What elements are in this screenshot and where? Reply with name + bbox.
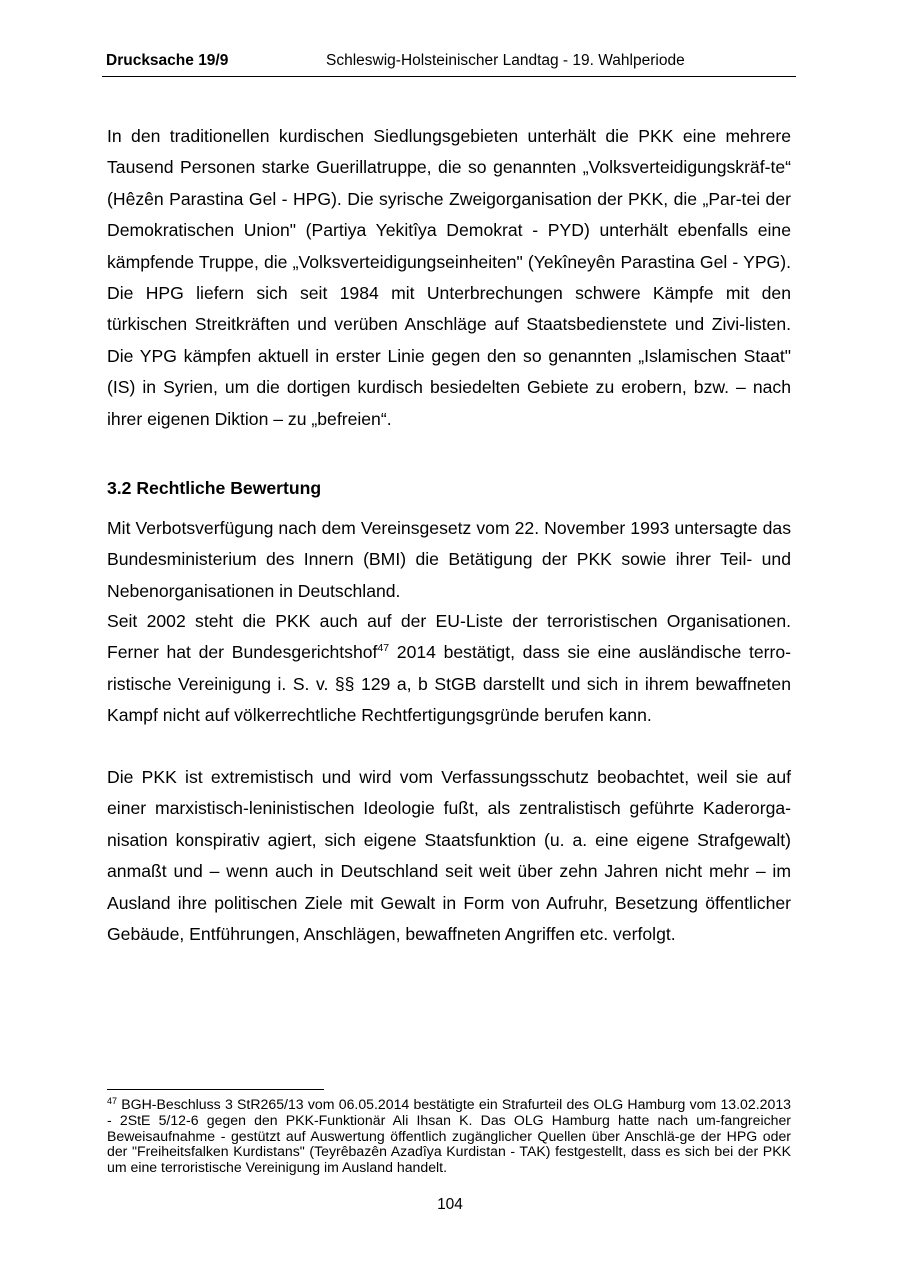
footnote-reference[interactable]: 47 xyxy=(377,642,390,655)
page-header xyxy=(102,52,796,77)
document-number: Drucksache 19/9 xyxy=(106,52,229,69)
footnote-divider xyxy=(107,1089,324,1090)
parliament-title: Schleswig-Holsteinischer Landtag - 19. Wahlperiode xyxy=(326,52,685,69)
paragraph-extremism: Die PKK ist extremistisch und wird vom Verfassungsschutz beobachtet, weil sie auf einer marxistisch-leninistischen Ideologie fußt, als zentralistisch geführte Kaderorga-nisation konspirativ agiert, sich eigene Staatsfunktion (u. a. eine eigene Strafgewalt) anmaßt und – wenn auch in Deutschland seit weit über zehn Jahren nicht mehr – im Ausland ihre politischen Ziele mit Gewalt in Form von Aufruhr, Besetzung öffentlicher Gebäude, Entführungen, Anschlägen, bewaffneten Angriffen etc. verfolgt. xyxy=(107,767,791,945)
page-number: 104 xyxy=(437,1196,463,1213)
section-heading: 3.2 Rechtliche Bewertung xyxy=(107,478,322,498)
paragraph-eu-list-text-b: 2014 bestätigt, dass sie eine ausländische terro-ristische Vereinigung i. S. v. §§ 129 a, b StGB darstellt und sich in ihrem bewaffneten Kampf nicht auf völkerrechtliche Rechtfertigungsgründe berufen kann. xyxy=(107,642,791,726)
paragraph-ban: Mit Verbotsverfügung nach dem Vereinsgesetz vom 22. November 1993 untersagte das Bundesministerium des Innern (BMI) die Betätigung der PKK sowie ihrer Teil- und Nebenorganisationen in Deutschland. xyxy=(107,518,791,601)
paragraph-eu-list xyxy=(107,606,791,732)
footnote-text: BGH-Beschluss 3 StR265/13 vom 06.05.2014 bestätigte ein Strafurteil des OLG Hamburg vom 13.02.2013 - 2StE 5/12-6 gegen den PKK-Funktionär Ali Ihsan K. Das OLG Hamburg hatte nach um-fangreicher Beweisaufnahme - gestützt auf Auswertung öffentlich zugänglicher Quellen über Anschlä-ge der HPG oder der "Freiheitsfalken Kurdistans" (Teyrêbazên Azadîya Kurdistan - TAK) festgestellt, dass es sich bei der PKK um eine terroristische Vereinigung im Ausland handelt. xyxy=(107,1096,791,1176)
paragraph-pkk-guerilla: In den traditionellen kurdischen Siedlungsgebieten unterhält die PKK eine mehrere Tausend Personen starke Guerillatruppe, die so genannten „Volksverteidigungskräf-te“ (Hêzên Parastina Gel - HPG). Die syrische Zweigorganisation der PKK, die „Par-tei der Demokratischen Union" (Partiya Yekitîya Demokrat - PYD) unterhält ebenfalls eine kämpfende Truppe, die „Volksverteidigungseinheiten" (Yekîneyên Parastina Gel - YPG). Die HPG liefern sich seit 1984 mit Unterbrechungen schwere Kämpfe mit den türkischen Streitkräften und verüben Anschläge auf Staatsbedienstete und Zivi-listen. Die YPG kämpfen aktuell in erster Linie gegen den so genannten „Islamischen Staat" (IS) in Syrien, um die dortigen kurdisch besiedelten Gebiete zu erobern, bzw. – nach ihrer eigenen Diktion – zu „befreien“. xyxy=(107,126,791,429)
footnote xyxy=(107,1097,791,1176)
paragraph-eu-list-text-a: Seit 2002 steht die PKK auch auf der EU-Liste der terroristischen Organisationen. Ferner hat der Bundesgerichtshof xyxy=(107,611,791,663)
footnote-number: 47 xyxy=(107,1096,118,1107)
